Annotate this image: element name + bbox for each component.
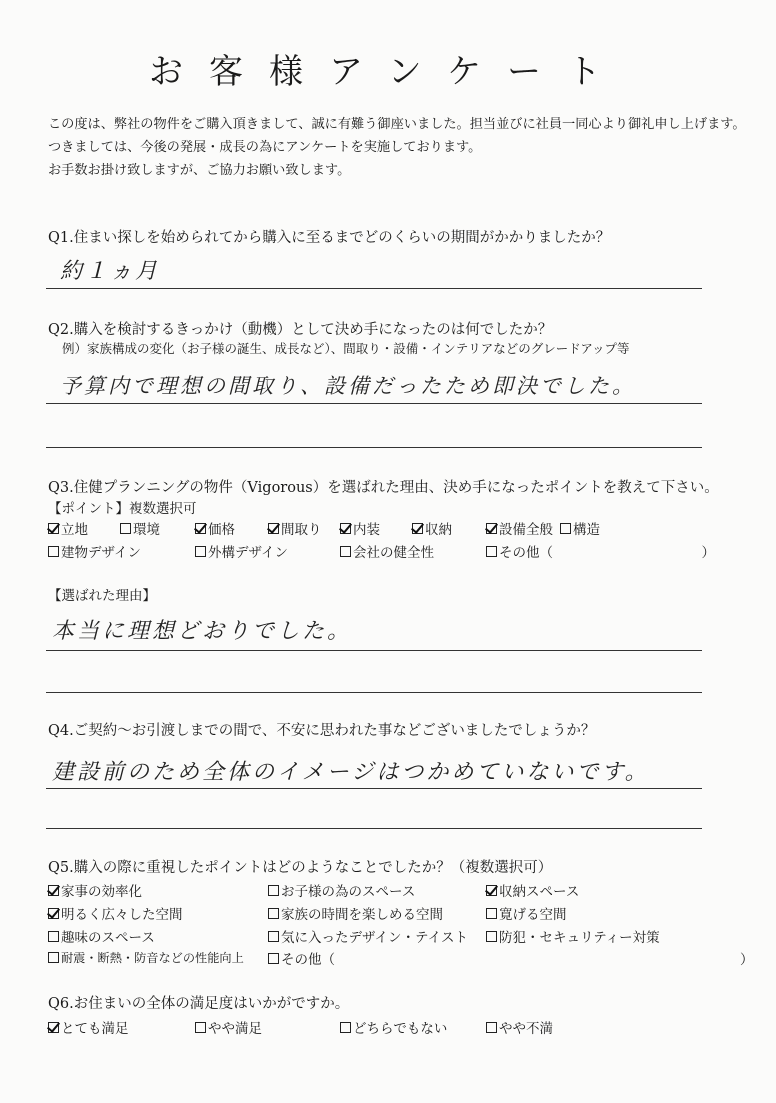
q3-option-equipment[interactable]: 設備全般: [486, 518, 553, 538]
checkbox-icon: [340, 1022, 351, 1033]
q5-option-other[interactable]: その他（ ）: [268, 948, 754, 968]
q5-question: Q5.購入の際に重視したポイントはどのようなことでしたか？（複数選択可）: [48, 860, 553, 876]
intro-line-1: この度は、弊社の物件をご購入頂きまして、誠に有難う御座いました。担当並びに社員一同心より御礼申し上げます。: [48, 117, 746, 132]
checkbox-icon: [340, 546, 351, 557]
checkbox-icon: [268, 908, 279, 919]
intro-line-2: つきましては、今後の発展・成長の為にアンケートを実施しております。: [48, 140, 482, 155]
q5-option-kids-space[interactable]: お子様の為のスペース: [268, 880, 415, 900]
q5-option-bright-space[interactable]: 明るく広々した空間: [48, 903, 183, 923]
checkbox-checked-icon: [486, 523, 497, 534]
q3-option-price[interactable]: 価格: [195, 518, 235, 538]
q3-option-environment[interactable]: 環境: [120, 518, 160, 538]
q3-option-building-design[interactable]: 建物デザイン: [48, 541, 141, 561]
intro-line-3: お手数お掛け致しますが、ご協力お願い致します。: [48, 163, 351, 178]
q5-option-family-time[interactable]: 家族の時間を楽しめる空間: [268, 903, 443, 923]
q5-option-relax-space[interactable]: 寛げる空間: [486, 903, 567, 923]
checkbox-icon: [560, 523, 571, 534]
q6-option-very-satisfied[interactable]: とても満足: [48, 1017, 129, 1037]
q4-answer: 建設前のため全体のイメージはつかめていないです。: [52, 760, 650, 785]
checkbox-icon: [486, 1022, 497, 1033]
q5-option-performance[interactable]: 耐震・断熱・防音などの性能向上: [48, 949, 244, 966]
checkbox-icon: [268, 931, 279, 942]
q4-answer-line-1: [46, 788, 702, 789]
checkbox-icon: [195, 546, 206, 557]
checkbox-icon: [486, 546, 497, 557]
q1-answer: 約１ヵ月: [60, 259, 161, 284]
checkbox-icon: [486, 908, 497, 919]
checkbox-checked-icon: [340, 523, 351, 534]
checkbox-icon: [120, 523, 131, 534]
checkbox-icon: [48, 931, 59, 942]
q5-option-storage-space[interactable]: 収納スペース: [486, 880, 579, 900]
checkbox-checked-icon: [268, 523, 279, 534]
q3-option-floorplan[interactable]: 間取り: [268, 518, 322, 538]
q1-question: Q1.住まい探しを始められてから購入に至るまでどのくらいの期間がかかりましたか？: [48, 230, 611, 246]
q5-option-hobby-space[interactable]: 趣味のスペース: [48, 926, 155, 946]
checkbox-checked-icon: [48, 1022, 59, 1033]
q6-option-somewhat-satisfied[interactable]: やや満足: [195, 1017, 262, 1037]
q5-option-security[interactable]: 防犯・セキュリティー対策: [486, 926, 660, 946]
q3-option-company-soundness[interactable]: 会社の健全性: [340, 541, 434, 561]
checkbox-checked-icon: [48, 908, 59, 919]
checkbox-icon: [48, 952, 59, 963]
q3-reason-answer: 本当に理想どおりでした。: [52, 619, 353, 644]
q3-option-storage[interactable]: 収納: [412, 518, 452, 538]
checkbox-icon: [486, 931, 497, 942]
q3-points-label: 【ポイント】複数選択可: [48, 501, 197, 517]
q4-answer-line-2: [46, 828, 702, 829]
q3-option-other[interactable]: その他（ ）: [486, 541, 715, 561]
q2-example: 例）家族構成の変化（お子様の誕生、成長など）、間取り・設備・インテリアなどのグレードアップ等: [62, 341, 630, 356]
checkbox-checked-icon: [486, 885, 497, 896]
q1-answer-line: [46, 288, 702, 289]
q2-question: Q2.購入を検討するきっかけ（動機）として決め手になったのは何でしたか？: [48, 322, 553, 338]
q3-reason-line-1: [46, 650, 702, 651]
q5-option-design-taste[interactable]: 気に入ったデザイン・テイスト: [268, 926, 468, 946]
checkbox-checked-icon: [48, 523, 59, 534]
q2-answer-line-1: [46, 403, 702, 404]
q3-option-interior[interactable]: 内装: [340, 518, 380, 538]
checkbox-icon: [268, 885, 279, 896]
q6-question: Q6.お住まいの全体の満足度はいかがですか。: [48, 996, 350, 1012]
q2-answer: 予算内で理想の間取り、設備だったため即決でした。: [60, 374, 636, 398]
checkbox-checked-icon: [195, 523, 206, 534]
page-title: お客様アンケート: [149, 52, 627, 92]
q3-reason-line-2: [46, 692, 702, 693]
q5-option-housework[interactable]: 家事の効率化: [48, 880, 142, 900]
q3-option-structure[interactable]: 構造: [560, 518, 600, 538]
q6-option-somewhat-dissatisfied[interactable]: やや不満: [486, 1017, 553, 1037]
q2-answer-line-2: [46, 447, 702, 448]
checkbox-checked-icon: [412, 523, 423, 534]
checkbox-icon: [48, 546, 59, 557]
q3-question: Q3.住健プランニングの物件（Vigorous）を選ばれた理由、決め手になったポイントを教えて下さい。: [48, 480, 719, 496]
checkbox-checked-icon: [48, 885, 59, 896]
checkbox-icon: [195, 1022, 206, 1033]
q3-option-location[interactable]: 立地: [48, 518, 88, 538]
q4-question: Q4.ご契約～お引渡しまでの間で、不安に思われた事などございましたでしょうか？: [48, 723, 596, 739]
checkbox-icon: [268, 953, 279, 964]
q6-option-neutral[interactable]: どちらでもない: [340, 1017, 447, 1037]
q3-reason-label: 【選ばれた理由】: [48, 588, 156, 604]
q3-option-exterior-design[interactable]: 外構デザイン: [195, 541, 288, 561]
